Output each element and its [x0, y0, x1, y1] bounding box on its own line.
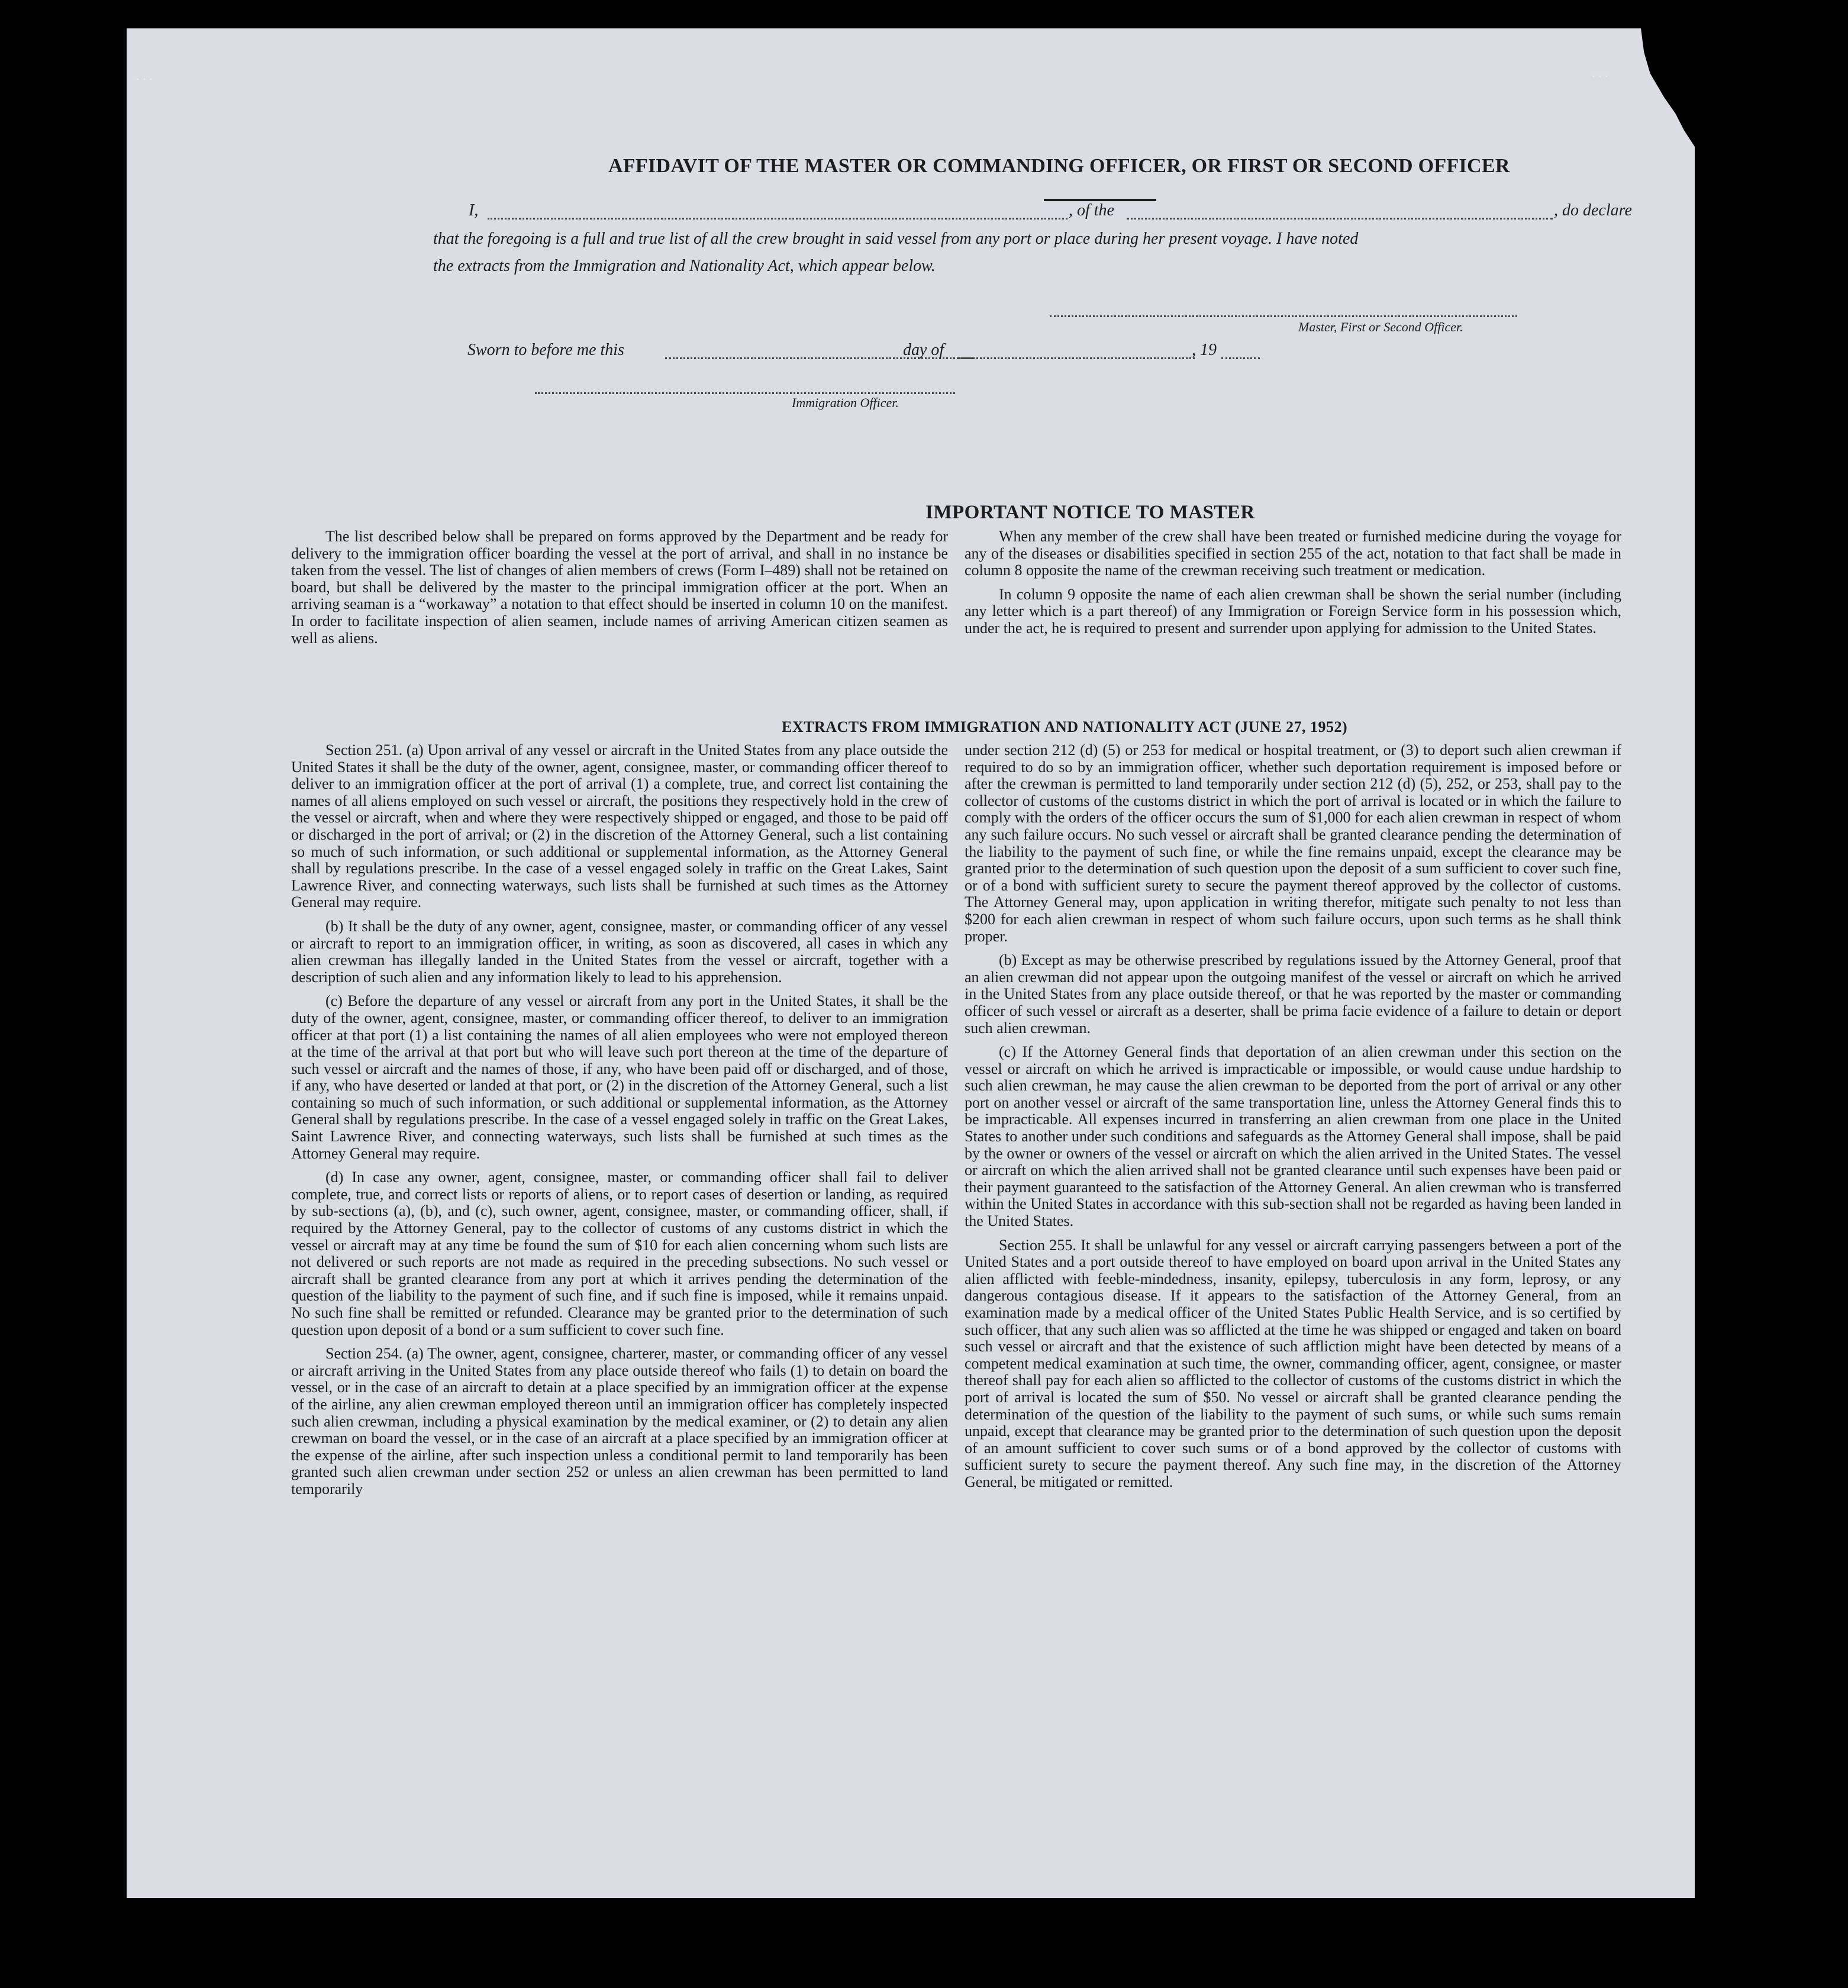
affidavit-line-3: the extracts from the Immigration and Nationality Act, which appear below. — [433, 257, 936, 275]
year-blank — [1221, 357, 1260, 359]
affidavit-declare: , do declare — [1554, 201, 1632, 220]
officer-signature-line — [1050, 315, 1517, 317]
section-paragraph: (b) It shall be the duty of any owner, agent, consignee, master, or commanding officer of any vessel or aircraft to report to an immigration officer, in writing, as soon as discovered, all cases in which any alien crewman has illegally landed in the United States from the vessel or aircraft, together with a description of such alien and any information likely to lead to his apprehension. — [291, 917, 948, 986]
section-paragraph: under section 212 (d) (5) or 253 for medical or hospital treatment, or (3) to deport such alien crewman if required to do so by an immigration officer, whether such deportation requirement is imposed before or after the crewman is permitted to land temporarily under section 212 (d) (5), 252, or 253, shall pay to the collector of customs of the customs district in which the port of arrival is located or in which the failure to comply with the orders of the officer occurs the sum of $1,000 for each alien crewman in respect of whom any such failure occurs. No such vessel or aircraft shall be granted clearance pending the determination of the liability to the payment of such fine, or while the fine remains unpaid, except the clearance may be granted prior to the determination of such question upon the deposit of a sum sufficient to cover such fine, or of a bond with sufficient surety to secure the payment thereof approved by the collector of customs. The Attorney General may, upon application in writing therefor, mitigate such penalty to not less than $200 for each alien crewman in respect of whom such failure occurs, upon such terms as he shall think proper. — [965, 741, 1621, 945]
section-paragraph: (b) Except as may be otherwise prescribed by regulations issued by the Attorney General, proof that an alien crewman did not appear upon the outgoing manifest of the vessel or aircraft on which he arrived in the United States from any place outside thereof, or that he was reported by the master or commanding officer of such vessel or aircraft as a deserter, shall be prima facie evidence of a failure to detain or deport such alien crewman. — [965, 951, 1621, 1037]
notice-left-column — [291, 528, 948, 654]
section-paragraph: (d) In case any owner, agent, consignee, master, or commanding officer shall fail to deliver complete, true, and correct lists or reports of aliens, or to report cases of desertion or landing, as required by sub-sections (a), (b), and (c), such owner, agent, consignee, master, or commanding officer, shall, if required by the Attorney General, pay to the collector of customs of any customs district in which the vessel or aircraft may at any time be found the sum of $10 for each alien concerning whom such lists are not delivered or such reports are not made as required in the preceding subsections. No such vessel or aircraft shall be granted clearance from any port at which it arrives pending the determination of the question of the liability to the payment of such fine, and if such fine is imposed, while it remains unpaid. No such fine shall be remitted or refunded. Clearance may be granted prior to the determination of such question upon deposit of a bond or a sum sufficient to cover such fine. — [291, 1169, 948, 1338]
section-paragraph: Section 254. (a) The owner, agent, consignee, charterer, master, or commanding officer of any vessel or aircraft arriving in the United States from any place outside thereof who fails (1) to detain on board the vessel, or in the case of an aircraft to detain at a place specified by an immigration officer at the expense of the airline, any alien crewman employed thereon until an immigration officer has completely inspected such alien crewman, including a physical examination by the medical examiner, or (2) to detain any alien crewman on board the vessel, or in the case of an aircraft at a place specified by an immigration officer at the expense of the airline, after such inspection unless a conditional permit to land temporarily has been granted such alien crewman under section 252 or unless an alien crewman has been permitted to land temporarily — [291, 1345, 948, 1498]
notice-paragraph: The list described below shall be prepared on forms approved by the Department and be ready for delivery to the immigration officer boarding the vessel at the port of arrival, and shall in no instance be taken from the vessel. The list of changes of alien members of crews (Form I–489) shall not be retained on board, but shall be delivered by the master to the principal immigration officer at the port. When an arriving seaman is a “workaway” a notation to that effect should be inserted in column 10 on the manifest. In order to facilitate inspection of alien seamen, include names of arriving American citizen seamen as well as aliens. — [291, 528, 948, 647]
affidavit-i: I, — [469, 201, 479, 220]
section-paragraph: Section 251. (a) Upon arrival of any vessel or aircraft in the United States from any place outside the United States it shall be the duty of the owner, agent, consignee, master, or commanding officer thereof to deliver to an immigration officer at the port of arrival (1) a complete, true, and correct list containing the names of all aliens employed on such vessel or aircraft, the positions they respectively hold in the crew of the vessel or aircraft, when and where they were respectively shipped or engaged, and those to be paid off or discharged in the port of arrival; or (2) in the discretion of the Attorney General, such a list containing so much of such information, or such additional or supplemental information, as the Attorney General shall by regulations prescribe. In the case of a vessel engaged solely in traffic on the Great Lakes, Saint Lawrence River, and connecting waterways, such lists shall be furnished at such times as the Attorney General may require. — [291, 741, 948, 911]
extracts-left-column — [291, 742, 948, 1505]
scan-speck: . . . — [136, 68, 153, 83]
affidavit-line-2: that the foregoing is a full and true list of all the crew brought in said vessel from any port or place during her present voyage. I have noted — [433, 230, 1359, 248]
document-page — [127, 28, 1695, 1898]
torn-corner — [1618, 28, 1695, 147]
extracts-right-column — [965, 742, 1621, 1498]
notice-paragraph: In column 9 opposite the name of each alien crewman shall be shown the serial number (including any letter which is a part thereof) of any Immigration or Foreign Service form in his possession which, under the act, he is required to present and surrender upon applying for admission to the United States. — [965, 585, 1621, 637]
affidavit-title: AFFIDAVIT OF THE MASTER OR COMMANDING OFFICER, OR FIRST OR SECOND OFFICER — [608, 155, 1510, 177]
year-text: , 19 — [1192, 341, 1217, 359]
day-of-text: day of — [903, 341, 944, 359]
section-paragraph: (c) Before the departure of any vessel or aircraft from any port in the United States, it shall be the duty of the owner, agent, consignee, master, or commanding officer thereof, to deliver to an immigration officer at that port (1) a list containing the names of all alien employees who were not employed thereon at the time of the arrival at that port but who will leave such port thereon at the time of the departure of such vessel or aircraft and the names of those, if any, who have been paid off or discharged, and of those, if any, who have deserted or landed at that port, or (2) in the discretion of the Attorney General, such a list containing so much of such information, or such additional or supplemental information, as the Attorney General shall by regulations prescribe. In the case of a vessel engaged solely in traffic on the Great Lakes, Saint Lawrence River, and connecting waterways, such lists shall be furnished at such times as the Attorney General may require. — [291, 992, 948, 1162]
section-paragraph: (c) If the Attorney General finds that deportation of an alien crewman under this section on the vessel or aircraft on which he arrived is impracticable or impossible, or would cause undue hardship to such alien crewman, he may cause the alien crewman to be deported from the port of arrival or any other port on another vessel or aircraft of the same transportation line, unless the Attorney General finds this to be impracticable. All expenses incurred in transferring an alien crewman from one place in the United States to another under such conditions and safeguards as the Attorney General shall impose, shall be paid by the owner or owners of the vessel or aircraft on which the alien arrived in the United States. The vessel or aircraft on which the alien arrived shall not be granted clearance until such expenses have been paid or their payment guaranteed to the satisfaction of the Attorney General. An alien crewman who is transferred within the United States in accordance with this sub-section shall not be regarded as having been landed in the United States. — [965, 1043, 1621, 1230]
extracts-title: EXTRACTS FROM IMMIGRATION AND NATIONALITY ACT (JUNE 27, 1952) — [782, 718, 1348, 735]
name-blank — [488, 218, 1067, 220]
section-paragraph: Section 255. It shall be unlawful for any vessel or aircraft carrying passengers between a port of the United States and a port outside thereof to have employed on board upon arrival in the United States any alien afflicted with feeble-mindedness, insanity, epilepsy, tuberculosis in any form, leprosy, or any dangerous contagious disease. If it appears to the satisfaction of the Attorney General, from an examination made by a medical officer of the United States Public Health Service, and is so certified by such officer, that any such alien was so afflicted at the time he was shipped or engaged and taken on board such vessel or aircraft and that the existence of such affliction might have been detected by means of a competent medical examination at such time, the owner, commanding officer, agent, consignee, or master thereof shall pay for each alien so afflicted to the collector of customs of the customs district in which the port of arrival is located the sum of $50. No vessel or aircraft shall be granted clearance pending the determination of the question of the liability to the payment of such sums, or while such sums remain unpaid, except that clearance may be granted prior to the determination of such question upon the deposit of an amount sufficient to cover such sums or of a bond approved by the collector of customs with sufficient surety to secure the payment thereof. Any such fine may, in the discretion of the Attorney General, be mitigated or remitted. — [965, 1236, 1621, 1490]
affidavit-of-the: , of the — [1069, 201, 1114, 220]
notice-right-column — [965, 528, 1621, 644]
sworn-text: Sworn to before me this — [467, 341, 624, 359]
month-blank — [958, 357, 1195, 359]
notice-paragraph: When any member of the crew shall have been treated or furnished medicine during the voyage for any of the diseases or disabilities specified in section 255 of the act, notation to that fact shall be made in column 8 opposite the name of the crewman receiving such treatment or medication. — [965, 528, 1621, 579]
notice-title: IMPORTANT NOTICE TO MASTER — [925, 502, 1255, 523]
vessel-blank — [1127, 218, 1553, 220]
officer-caption: Master, First or Second Officer. — [1298, 320, 1463, 334]
immigration-officer-line — [535, 392, 955, 394]
immigration-officer-caption: Immigration Officer. — [792, 395, 899, 410]
scan-speck: . . . — [1592, 65, 1608, 80]
